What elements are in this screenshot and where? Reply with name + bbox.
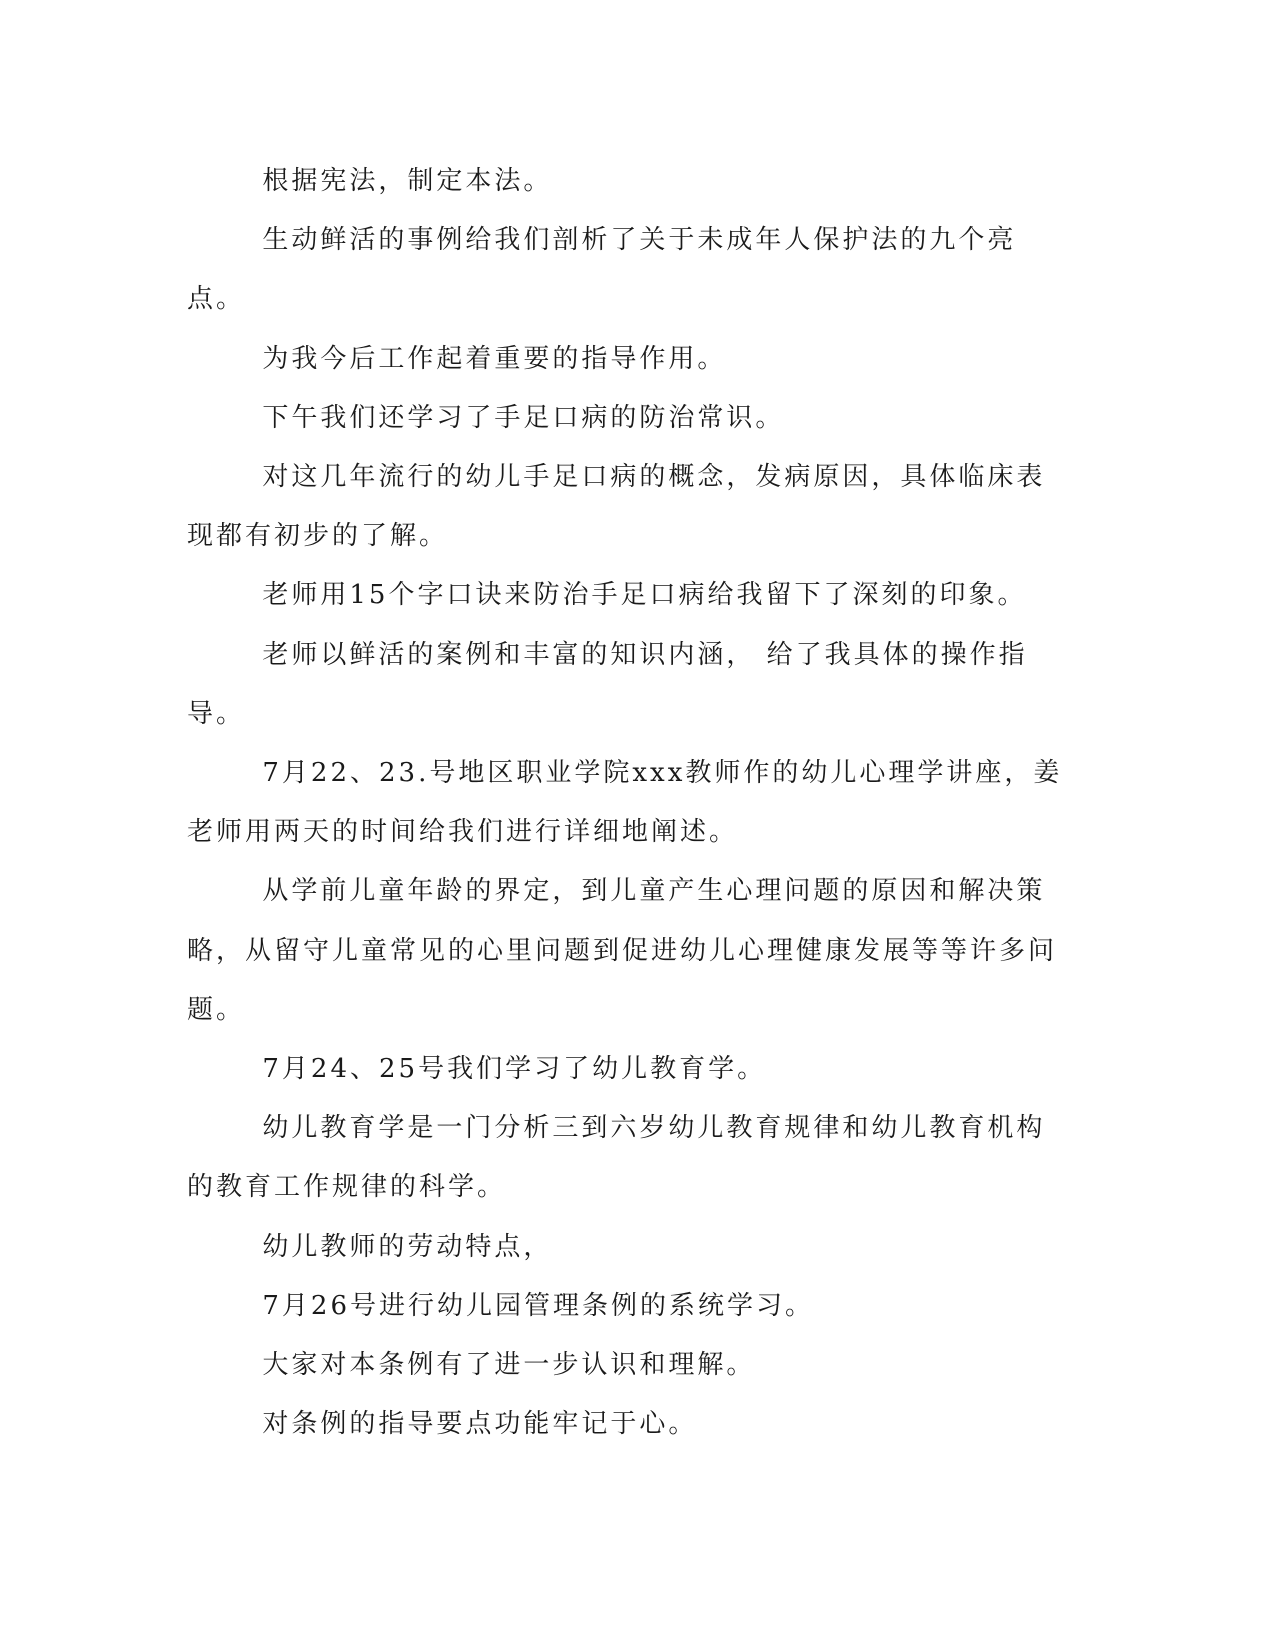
paragraph-pedagogy-study: 7月24、25号我们学习了幼儿教育学。 xyxy=(262,1054,767,1085)
paragraph-guidance-role: 为我今后工作起着重要的指导作用。 xyxy=(262,343,727,374)
document-body xyxy=(187,152,1067,1454)
paragraph-hfmd-knowledge: 下午我们还学习了手足口病的防治常识。 xyxy=(262,402,785,433)
paragraph-pedagogy-definition: 幼儿教育学是一门分析三到六岁幼儿教育规律和幼儿教育机构的教育工作规律的科学。 xyxy=(187,1113,1046,1203)
paragraph-management-regulations: 7月26号进行幼儿园管理条例的系统学习。 xyxy=(262,1290,815,1321)
paragraph-teacher-labor: 幼儿教师的劳动特点， xyxy=(262,1231,553,1262)
paragraph-fifteen-word-mnemonic: 老师用15个字口诀来防治手足口病给我留下了深刻的印象。 xyxy=(262,580,1027,611)
paragraph-minor-protection-highlights: 生动鲜活的事例给我们剖析了关于未成年人保护法的九个亮点。 xyxy=(187,225,1017,315)
paragraph-regulation-understanding: 大家对本条例有了进一步认识和理解。 xyxy=(262,1350,756,1381)
paragraph-constitution-basis: 根据宪法，制定本法。 xyxy=(262,166,553,196)
paragraph-regulation-memorize: 对条例的指导要点功能牢记于心。 xyxy=(262,1409,698,1440)
paragraph-psychology-lecture: 7月22、23.号地区职业学院xxx教师作的幼儿心理学讲座，姜老师用两天的时间给我们进行详细地阐述。 xyxy=(187,758,1063,848)
paragraph-hfmd-understanding: 对这几年流行的幼儿手足口病的概念，发病原因，具体临床表现都有初步的了解。 xyxy=(187,462,1046,552)
paragraph-case-guidance: 老师以鲜活的案例和丰富的知识内涵， 给了我具体的操作指导。 xyxy=(187,639,1028,729)
paragraph-psychology-topics: 从学前儿童年龄的界定，到儿童产生心理问题的原因和解决策略，从留守儿童常见的心里问题到促进幼儿心理健康发展等等许多问题。 xyxy=(187,876,1058,1025)
